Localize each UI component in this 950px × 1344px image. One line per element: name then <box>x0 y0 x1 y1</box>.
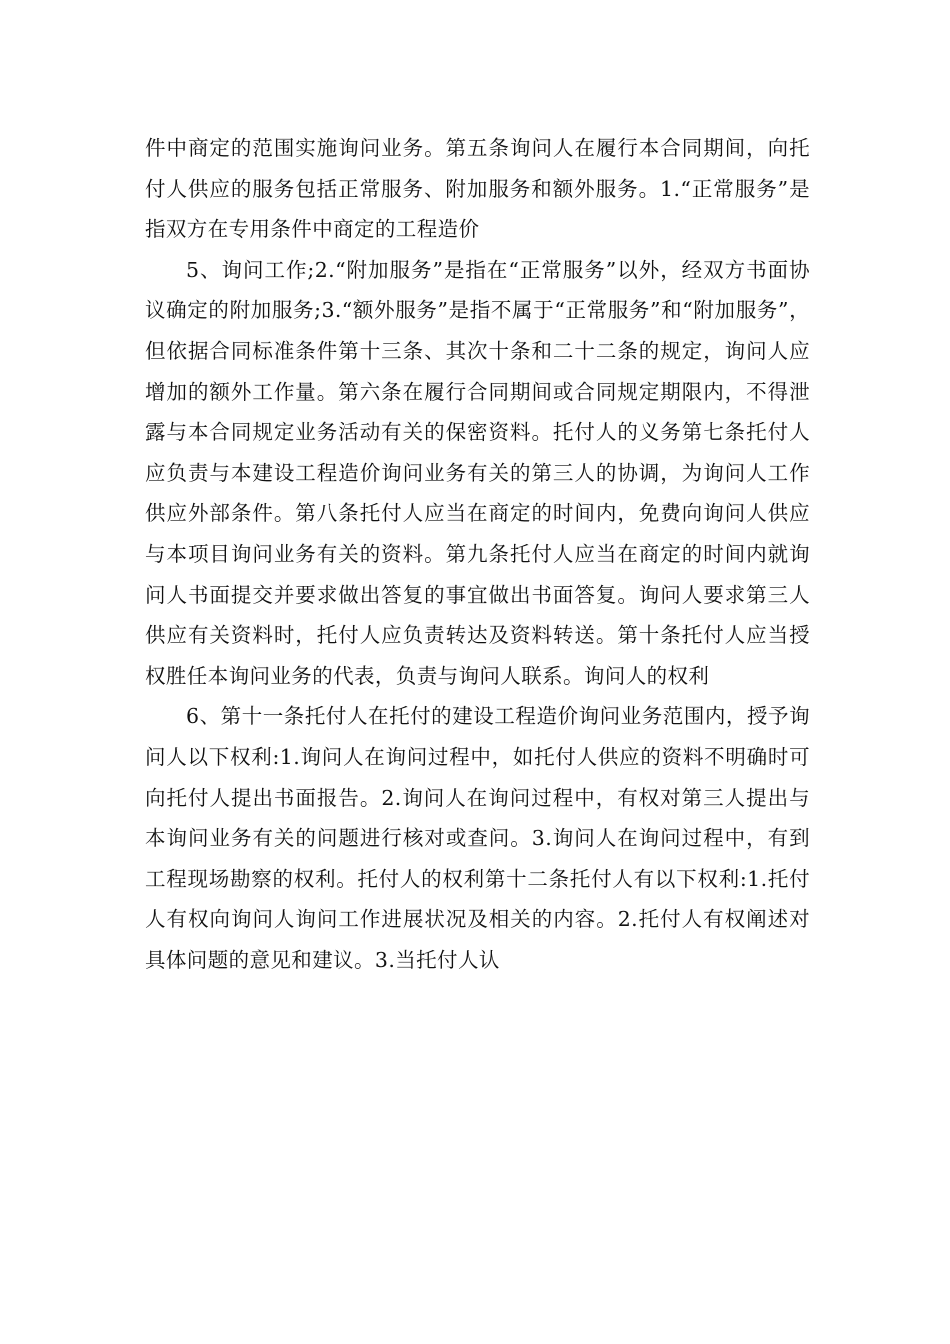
paragraph-section-5: 5、询问工作;2.“附加服务”是指在“正常服务”以外，经双方书面协议确定的附加服务;3.“额外服务”是指不属于“正常服务”和“附加服务”，但依据合同标准条件第十三条、其次十条和二十二条的规定，询问人应增加的额外工作量。第六条在履行合同期间或合同规定期限内，不得泄露与本合同规定业务活动有关的保密资料。托付人的义务第七条托付人应负责与本建设工程造价询问业务有关的第三人的协调，为询问人工作供应外部条件。第八条托付人应当在商定的时间内，免费向询问人供应与本项目询问业务有关的资料。第九条托付人应当在商定的时间内就询问人书面提交并要求做出答复的事宜做出书面答复。询问人要求第三人供应有关资料时，托付人应负责转达及资料转送。第十条托付人应当授权胜任本询问业务的代表，负责与询问人联系。询问人的权利 <box>145 257 810 688</box>
document-body <box>145 128 810 980</box>
paragraph-continuation: 件中商定的范围实施询问业务。第五条询问人在履行本合同期间，向托付人供应的服务包括正常服务、附加服务和额外服务。1.“正常服务”是指双方在专用条件中商定的工程造价 <box>145 136 810 242</box>
paragraph-section-6: 6、第十一条托付人在托付的建设工程造价询问业务范围内，授予询问人以下权利:1.询问人在询问过程中，如托付人供应的资料不明确时可向托付人提出书面报告。2.询问人在询问过程中，有权对第三人提出与本询问业务有关的问题进行核对或查问。3.询问人在询问过程中，有到工程现场勘察的权利。托付人的权利第十二条托付人有以下权利:1.托付人有权向询问人询问工作进展状况及相关的内容。2.托付人有权阐述对具体问题的意见和建议。3.当托付人认 <box>145 704 810 972</box>
